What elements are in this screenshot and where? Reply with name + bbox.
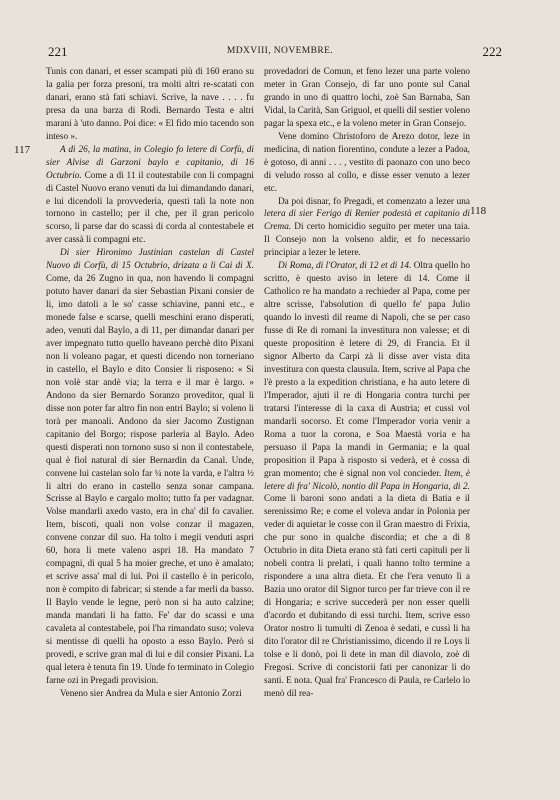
letter-heading: A dì 26, la matina, in Colegio fo letere di Corfù, di sier Alvise di Garzoni baylo e capitanio, di 16 Octubrio. xyxy=(46,144,254,181)
letter-heading: Item, è letere di fra' Nicolò, nontio dil Papa in Hongaria, di 2. xyxy=(264,468,470,492)
left-column xyxy=(46,66,254,701)
running-title: MDXVIII, NOVEMBRE. xyxy=(226,46,334,56)
margin-column-number-left: 117 xyxy=(14,144,31,156)
page-number-right: 222 xyxy=(482,44,502,59)
paragraph-text: Come li baroni sono andati a la dieta di Batia e il serenissimo Re; e come el voleva andar in Polonia per veder di aquietar le cosse con il Gran maestro di Frixia, che pur sono in qualche discordia; et che a dì 8 Octubrio in dita Dieta erano stà fati certi capituli per li nobeli contra li prelati, i quali hanno tolto termine a rispondere a una altra dieta. Et che l'era venuto lì a Bazia uno orator dil Signor turco per far trieve con il re di Hongaria; e scrive succederà per non esser quelli d'acordo et dubitando di essi turchi. Item, scrive esso Orator nostro li tumulti di Zenoa è sedati, e cussì li ha dito l'orator dil re Christianissimo, dicendo il re Loys li tolse e li donò, poi li dete in man dil diavolo, zoè di Fregosi. Scrive di concistorii fati per canonizar li do santi. E nota. Qual fra' Francesco di Paula, re Carlelo lo menò dil rea- xyxy=(264,494,470,699)
letter-heading: Di Roma, di l'Orator, di 12 et di 14. xyxy=(278,261,412,272)
paragraph: provedadori de Comun, et feno lezer una parte voleno meter in Gran Consejo, di far uno ponte sul Canal grando in uno di quattro lochi, zoè San Barnaba, San Vidal, la Carità, San Griguol, et quelli dil sestier voleno pagar la spexa etc., e la voleno meter in Gran Consejo. xyxy=(264,67,470,129)
paragraph xyxy=(264,260,470,700)
paragraph: Veneno sier Andrea da Mula e sier Antonio Zorzi xyxy=(60,688,242,699)
right-column xyxy=(264,66,470,701)
paragraph-text: Oltra quello ho scritto, è questo aviso in letere di 14. Come il Catholico re ha mandato a rechieder al Papa, come per altre scrisse, l'absolution di quello fe' papa Julio quando lo investì dil reame di Napoli, che se per caso fusse di Re di romani la investitura non valesse; et di queste proposition è letere di 29, di Francia. Et il signor Alberto da Carpi zà li disse aver vista dita investitura con questa clausula. Item, scrive al Papa che l'è presto a la expedition christiana, e ha auto letere di l'Imperador, ajuti il re di Hongaria contra turchi per tratarsi l'interesse di la caxa di Austria; et cussì vol mandarli socorso. Et come l'Imperador voria venir a Roma a tuor la corona, e Soa Maestà voria e ha persuaso il Papa la mandi in Germania; e la qual proposition il Papa à risposto si vederà, et è cossa di gran momento; che è signal non vol concieder. xyxy=(264,261,470,479)
paragraph xyxy=(46,144,254,248)
running-header xyxy=(0,44,560,60)
margin-column-number-right: 118 xyxy=(470,205,487,217)
paragraph xyxy=(46,247,254,687)
paragraph-text: Come, da 26 Zugno in qua, non havendo li compagni potuto haver danari da sier Sebastian Pixani consier de li, imo datoli a le so' casse schiavine, panni etc., e monede false e scarse, quelli meschini erano disperati, adeo, venuti dal Baylo, a dì 11, per dimandar danari per aver impegnato tutto quello haveano perchè dito Pixani non li voleano pagar, et questi dicendo non torneriano in castello, el Baylo e dito Consier li risposeno: « Si non volè star andè via; la terra e il mar è largo. » Andono da sier Bernardo Soranzo proveditor, qual li disse non poter far altro fin non entri Baylo; si voleno li torà per manoali. Andono da sier Jacomo Zustignan capitanio del Borgo; rispose parleria al Baylo. Adeo questi disperati non tornono suso si non il contestabele, qual è fiol natural di sier Bernardin da Canal. Unde, convene lui castelan solo far ¼ note la varda, e l'altra ½ li altri do erano in castello senza sonar campana. Scrisse al Baylo e cargalo molto; tutto fa per vadagnar. Volse mandarli axedo vasto, era in cha' dil fo cavalier. Item, biscoti, quali non volse conzar il magazen, convene conzar dil suo. Ha tolto i megii venduti aspri 60, hora li mete valeno aspri 18. Ha mandato 7 compagni, di qual 5 ha moier greche, et uno è amalato; et scrive assa' mal di lui. Poi il castello è in pericolo, non è compito di fabricar; si stende a far merli da basso. Il Baylo vende le legne, però non si ha auto calzine; manda mandati li ha fatto. Fe' dar do scassi e una cavaleta al contestabele, poi l'ha rimandato suso; voleva si mentisse di quelli ha oposto a esso Baylo. Però si provedi, e scrive gran mal di lui e dil consier Pixani. La qual letera è tenuta fin 19. Unde fo terminato in Colegio farne ozi in Pregadi provision. xyxy=(46,274,254,686)
paragraph xyxy=(264,196,470,261)
paragraph-text: Da poi disnar, fo Pregadi, et comenzato a lezer una xyxy=(278,196,470,207)
paragraph: Tunis con danari, et esser scampati più di 160 erano su la galia per forza presoni, tra molti altri re-scatati con danari, erano stà fati schiavi. Scrive, la nave . . . . fu presa da una barza di Rodi. Bernardo Testa e altri marani à 'uto danno. Poi dice: « El fido mio tacendo son inteso ». xyxy=(46,67,254,142)
letter-heading: Di sier Hironimo Justinian castelan di Castel Nuovo di Corfù, di 15 Octubrio, drizata a li Cai di X. xyxy=(46,248,254,272)
paragraph-text: Come a dì 11 il coutestabile con li compagni di Castel Nuovo erano venuti da lui dimandando danari, e lui dicendoli la provvederia, questi tali la note non tornono in castello; per il che, per il gran pericolo scorso, li parse dar do scassi di corda al contestabele et aver cassà li compagni etc. xyxy=(46,170,254,246)
page-number-left: 221 xyxy=(48,44,68,59)
letter-heading: letera di sier Ferigo di Renier podestà et capitanio di Crema. xyxy=(264,209,470,233)
paragraph-text: Di certo homicidio seguito per meter una taia. Il Consejo non la volseno aldir, et fo necessario principiar a lezer le letere. xyxy=(264,222,470,259)
paragraph: Vene domino Christoforo de Arezo dotor, leze in medicina, di nation fiorentino, condute a lezer a Padoa, è gotoso, di anni . . . , vestito di paonazo con uno beco di veludo rosso al collo, e disse esser venuto a lezer etc. xyxy=(264,131,470,194)
